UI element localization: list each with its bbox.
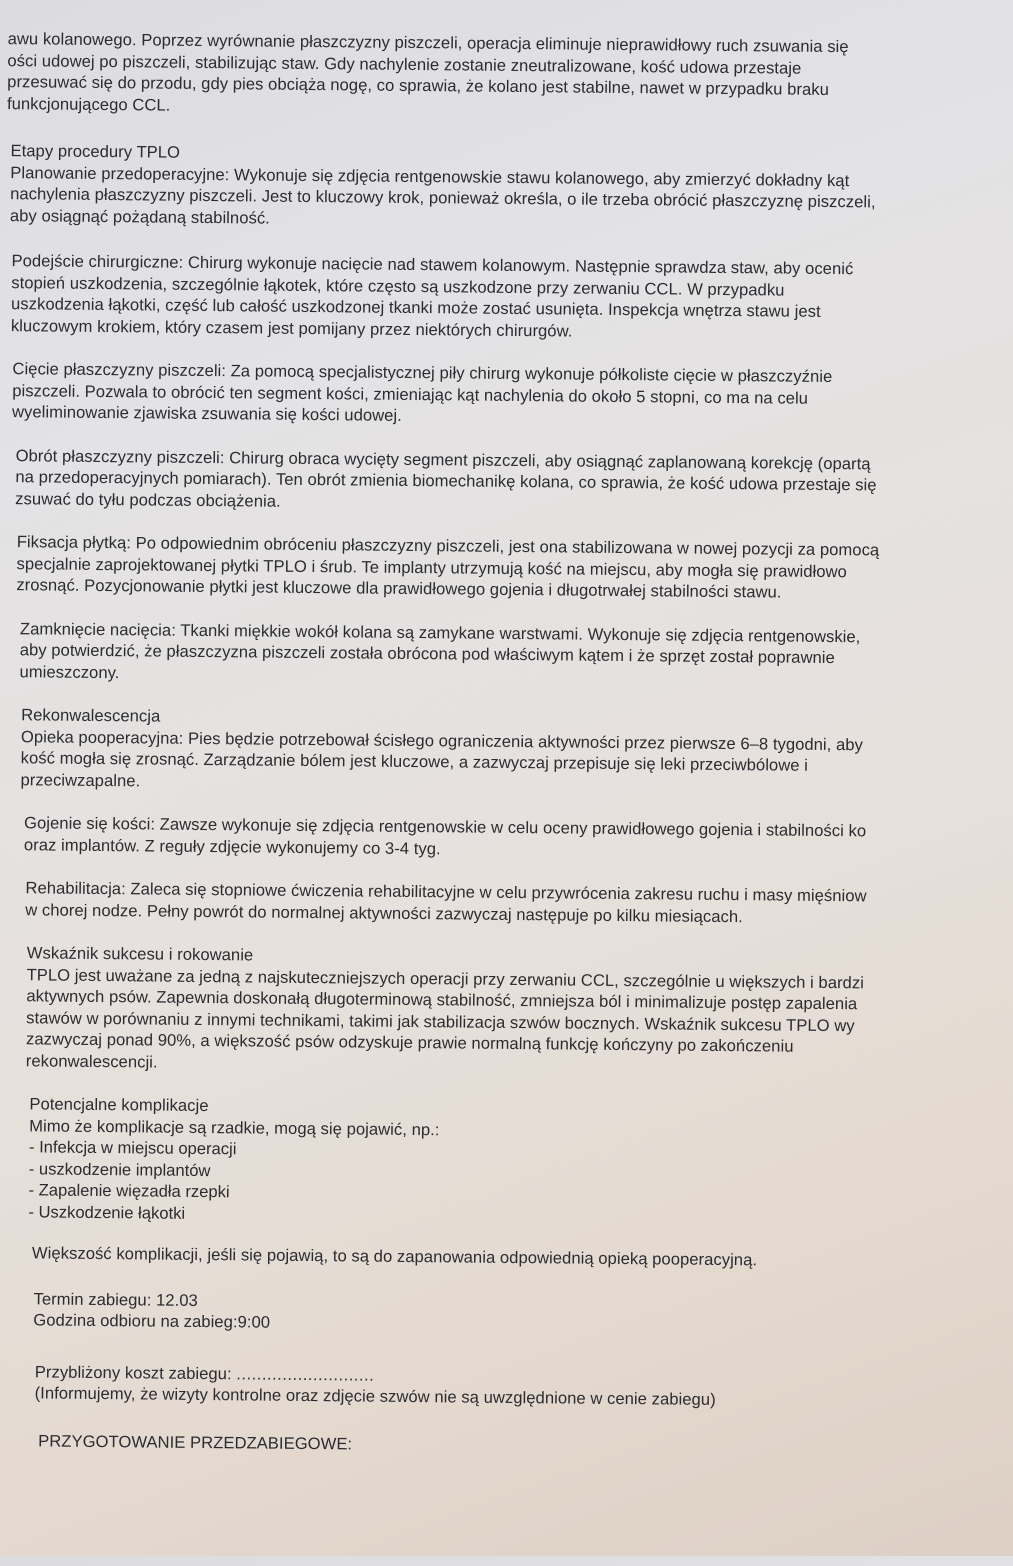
text-line: Cięcie płaszczyzny piszczeli: Za pomocą specjalistycznej piły chirurg wykonuje półkoliste cięcie w płaszczyźnie — [12, 359, 833, 387]
termin-section — [0, 1288, 1001, 1341]
fiksacja-paragraph — [2, 531, 1008, 605]
text-line: zrosnąć. Pozycjonowanie płytki jest kluczowe dla prawidłowego gojenia i długotrwałej stabilności stawu. — [16, 575, 782, 602]
komplikacje-section — [0, 1093, 1002, 1232]
text-line: Obrót płaszczyzny piszczeli: Chirurg obraca wycięty segment piszczeli, aby osiągnąć zaplanowaną korekcję (opartą — [15, 445, 871, 473]
text-line: funkcjonującego CCL. — [6, 93, 171, 115]
text-line: Planowanie przedoperacyjne: Wykonuje się zdjęcia rentgenowskie stawu kolanowego, aby zmierzyć dokładny kąt — [10, 162, 850, 190]
list-item: - Uszkodzenie łąkotki — [28, 1201, 186, 1223]
text-line: kluczowym krokiem, który czasem jest pomijany przez niektórych chirurgów. — [10, 315, 573, 341]
text-line: kość mogła się zrosnąć. Zarządzanie bólem jest kluczowe, a zazwyczaj przepisuje się leki przeciwbólowe i — [20, 748, 809, 775]
text-line: oraz implantów. Z reguły zdjęcie wykonujemy co 3-4 tyg. — [23, 834, 441, 858]
section-heading: Rekonwalescencja — [21, 705, 161, 726]
text-line: TPLO jest uważane za jedną z najskuteczniejszych operacji przy zerwaniu CCL, szczególnie u większych i bardzi — [26, 964, 865, 992]
complications-list — [28, 1136, 1002, 1231]
appointment-date: Termin zabiegu: 12.03 — [33, 1288, 198, 1310]
rekonwalescencja-section — [0, 704, 1006, 800]
koszt-section — [0, 1361, 1000, 1414]
text-line: nachylenia płaszczyzny piszczeli. Jest to kluczowy krok, ponieważ określa, o ile trzeba obrócić płaszczyznę piszczeli, — [10, 184, 876, 212]
text-line: Fiksacja płytką: Po odpowiednim obróceniu płaszczyzny piszczeli, jest ona stabilizowana w nowej pozycji za pomocą — [16, 532, 880, 560]
section-heading: Potencjalne komplikacje — [29, 1094, 209, 1116]
text-line: aktywnych psów. Zapewnia doskonałą długoterminową stabilność, zmniejsza ból i minimalizuje postęp zapalenia — [26, 986, 858, 1014]
text-line: umieszczony. — [19, 661, 120, 682]
text-line: Mimo że komplikacje są rzadkie, mogą się pojawić, np.: — [29, 1115, 440, 1139]
text-line: w chorej nodze. Pełny powrót do normalnej aktywności zazwyczaj następuje po kilku miesiącach. — [25, 899, 743, 926]
list-item: - Infekcja w miejscu operacji — [28, 1137, 237, 1159]
etapy-section — [6, 140, 1012, 236]
text-line: stawów w porównaniu z innymi technikami, takimi jak stabilizacja szwów bocznych. Wskaźnik sukcesu TPLO wy — [26, 1007, 855, 1035]
cost-note: (Informujemy, że wizyty kontrolne oraz zdjęcie szwów nie są uwzględnione w cenie zabiegu) — [34, 1383, 716, 1409]
text-line: Podejście chirurgiczne: Chirurg wykonuje nacięcie nad stawem kolanowym. Następnie sprawdza staw, aby ocenić — [11, 251, 854, 279]
gojenie-paragraph — [0, 812, 1005, 865]
text-line: Opieka pooperacyjna: Pies będzie potrzebował ścisłego ograniczenia aktywności przez pierwsze 6–8 tygodni, aby — [20, 726, 864, 754]
ciecie-paragraph — [4, 358, 1010, 432]
text-line: awu kolanowego. Poprzez wyrównanie płaszczyzny piszczeli, operacja eliminuje nieprawidłowy ruch zsuwania się — [7, 29, 849, 57]
pickup-time: Godzina odbioru na zabieg:9:00 — [33, 1310, 271, 1332]
przygotowanie-section — [0, 1430, 999, 1461]
text-line: rekonwalescencji. — [25, 1050, 158, 1072]
wskaznik-section — [0, 942, 1004, 1081]
cost-blank-field: ........................... — [236, 1363, 375, 1385]
wiekszosc-paragraph — [0, 1242, 1001, 1273]
text-line: stopień uszkodzenia, szczególnie łąkotek, które często są uszkodzone przy zerwaniu CCL. W przypadku — [11, 272, 785, 300]
cost-label: Przybliżony koszt zabiegu: — [34, 1361, 237, 1383]
intro-paragraph — [7, 28, 1013, 124]
obrot-paragraph — [3, 445, 1009, 519]
text-line: zsuwać do tyłu podczas obciążenia. — [15, 488, 281, 511]
text-line: uszkodzenia łąkotki, część lub całość uszkodzonej tkanki może zostać usunięta. Inspekcja wnętrza stawu jest — [10, 294, 821, 321]
text-line: przesuwać się do przodu, gdy pies obciąża nogę, co sprawia, że kolano jest stabilne, nawet w przypadku braku — [7, 72, 829, 99]
text-line: Gojenie się kości: Zawsze wykonuje się zdjęcia rentgenowskie w celu oceny prawidłowego gojenia i stabilności ko — [24, 813, 867, 841]
section-heading: Etapy procedury TPLO — [10, 141, 181, 162]
text-line: specjalnie zaprojektowanej płytki TPLO i śrub. Te implanty utrzymują kość na miejscu, aby mogła się prawidłowo — [16, 553, 847, 581]
text-line: Większość komplikacji, jeśli się pojawią, to są do zapanowania odpowiednią opieką pooperacyjną. — [31, 1243, 758, 1270]
zamkniecie-paragraph — [1, 618, 1007, 692]
text-line: aby potwierdzić, że płaszczyzna piszczeli została obrócona pod właściwym kątem i że sprzęt został poprawnie — [19, 640, 835, 668]
text-line: Zamknięcie nacięcia: Tkanki miękkie wokół kolana są zamykane warstwami. Wykonuje się zdjęcia rentgenowskie, — [19, 618, 861, 646]
text-line: Rehabilitacja: Zaleca się stopniowe ćwiczenia rehabilitacyjne w celu przywrócenia zakresu ruchu i masy mięśniow — [25, 878, 867, 906]
text-line: wyeliminowanie zjawiska zsuwania się kości udowej. — [11, 402, 402, 425]
text-line: przeciwzapalne. — [20, 769, 141, 790]
text-line: aby osiągnąć pożądaną stabilność. — [9, 205, 270, 228]
text-line: ości udowej po piszczeli, stabilizując staw. Gdy nachylenie zostanie zneutralizowane, kość udowa przestaje — [7, 50, 802, 78]
podejscie-paragraph — [5, 250, 1011, 346]
text-line: na przedoperacyjnych pomiarach). Ten obrót zmienia biomechanikę kolana, co sprawia, że kość udowa przestaje się — [15, 467, 877, 495]
list-item: - uszkodzenie implantów — [28, 1158, 211, 1180]
list-item: - Zapalenie więzadła rzepki — [28, 1180, 230, 1202]
section-heading: Wskaźnik sukcesu i rokowanie — [26, 943, 254, 965]
section-heading: PRZYGOTOWANIE PRZEDZABIEGOWE: — [38, 1430, 353, 1453]
rehabilitacja-paragraph — [0, 877, 1005, 930]
text-line: zazwyczaj ponad 90%, a większość psów odzyskuje prawie normalną funkcję kończyny po zakończeniu — [25, 1029, 794, 1056]
text-line: piszczeli. Pozwala to obrócić ten segment kości, zmieniając kąt nachylenia do około 5 stopni, co ma na celu — [12, 380, 809, 408]
